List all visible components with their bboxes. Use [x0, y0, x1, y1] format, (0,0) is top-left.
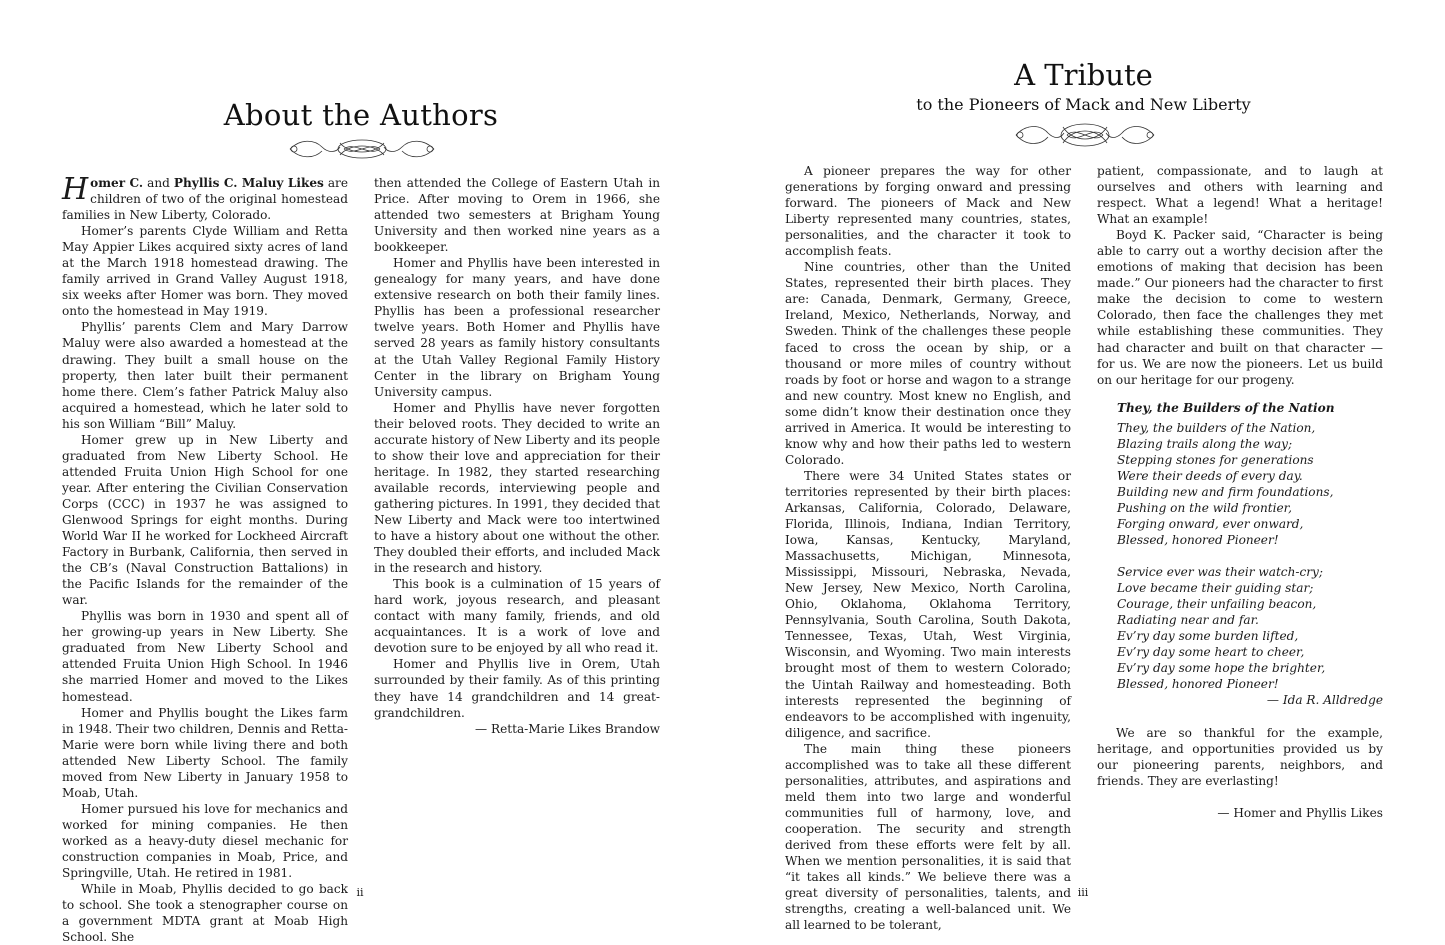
poem-line: They, the builders of the Nation, [1117, 420, 1316, 435]
poem-line: Service ever was their watch-cry; [1117, 565, 1323, 580]
paragraph: While in Moab, Phyllis decided to go back to school. She took a stenographer course on a government MDTA grant at Moab High School. She [62, 882, 348, 945]
page-title: A Tribute [1014, 58, 1153, 92]
poem-line: Were their deeds of every day. [1117, 468, 1303, 483]
poem-line: Forging onward, ever onward, [1117, 516, 1304, 531]
poem-line: Blessed, honored Pioneer! [1117, 533, 1279, 548]
paragraph: Homer and Phyllis bought the Likes farm in 1948. Their two children, Dennis and Retta-Marie were born while living there and both attended New Liberty School. The family moved from New Liberty in January 1958 to Moab, Utah. [62, 705, 348, 800]
intro-rest: are children of two of the original homestead families in New Liberty, Colorado. [62, 176, 348, 223]
signature: — Retta-Marie Likes Brandow [475, 721, 660, 736]
page-number: iii [1077, 886, 1089, 899]
poem-line: Building new and firm foundations, [1117, 484, 1334, 499]
paragraph: Phyllis’ parents Clem and Mary Darrow Maluy were also awarded a homestead at the drawing. They built a small house on the property, then later built their permanent home there. Clem’s father Patrick Maluy also acquired a homestead, which he later sold to his son William “Bill” Maluy. [62, 320, 348, 431]
author-name-homer: omer C. [90, 176, 144, 190]
poem-author: — Ida R. Alldredge [1266, 693, 1383, 708]
poem-line: Stepping stones for generations [1117, 452, 1314, 467]
paragraph: Homer pursued his love for mechanics and worked for mining companies. He then worked as a heavy-duty diesel mechanic for construction companies in Moab, Price, and Springville, Utah. He retired in 1981. [62, 801, 348, 881]
right-column-1 [785, 163, 1071, 933]
right-page [722, 0, 1445, 933]
paragraph: Homer’s parents Clyde William and Retta May Appier Likes acquired sixty acres of land at the March 1918 homestead drawing. The family arrived in Grand Valley August 1918, six weeks after Homer was born. They moved onto the homestead in May 1919. [62, 224, 348, 319]
left-page [0, 0, 722, 945]
poem-line: Love became their guiding star; [1117, 581, 1314, 596]
author-name-phyllis: Phyllis C. Maluy Likes [173, 176, 324, 190]
scroll-ornament-icon [284, 135, 440, 163]
page-title: About the Authors [223, 98, 499, 132]
spacer [1097, 789, 1383, 805]
paragraph: Nine countries, other than the United States, represented their birth places. They are: Canada, Denmark, Germany, Greece, Ireland, Mexico, Netherlands, Norway, and Sweden. Think of the challenges these people faced to cross the ocean by ship, or a thousand or more miles of country without roads by foot or horse and wagon to a strange and new country. Most knew no English, and some didn’t know their destination once they arrived in America. It would be interesting to know why and how their paths led to western Colorado. [785, 260, 1071, 467]
drop-cap: H [62, 172, 89, 207]
paragraph: Homer and Phyllis live in Orem, Utah surrounded by their family. As of this printing they have 14 grandchildren and 14 great-grandchildren. [374, 657, 660, 720]
poem-line: Ev’ry day some hope the brighter, [1117, 661, 1326, 676]
poem-line: Ev’ry day some burden lifted, [1117, 629, 1299, 644]
poem-line: Blessed, honored Pioneer! [1117, 677, 1279, 692]
poem [1117, 420, 1383, 709]
paragraph-continuation: patient, compassionate, and to laugh at ourselves and others with learning and respect. What a legend! What a heritage! What an example! [1097, 164, 1383, 227]
poem-line: Courage, their unfailing beacon, [1117, 597, 1317, 612]
paragraph: Phyllis was born in 1930 and spent all of her growing-up years in New Liberty. She graduated from New Liberty School and attended Fruita Union High School. In 1946 she married Homer and moved to the Likes homestead. [62, 609, 348, 704]
closing-paragraph: We are so thankful for the example, heritage, and opportunities provided us by our pioneering parents, neighbors, and friends. They are everlasting! [1097, 725, 1383, 788]
paragraph: Homer and Phyllis have been interested in genealogy for many years, and have done extensive research on both their family lines. Phyllis has been a professional researcher twelve years. Both Homer and Phyllis have served 28 years as family history consultants at the Utah Valley Regional Family History Center in the library on Brigham Young University campus. [374, 256, 660, 399]
paragraph-continuation: then attended the College of Eastern Utah in Price. After moving to Orem in 1966, she attended two semesters at Brigham Young University and then worked nine years as a bookkeeper. [374, 176, 660, 255]
paragraph: The main thing these pioneers accomplished was to take all these different personalities, attributes, and aspirations and meld them into two large and wonderful communities full of harmony, love, and cooperation. The security and strength derived from these efforts were felt by all. When we mention personalities, it is said that “it takes all kinds.” We believe there was a great diversity of personalities, talents, and strengths, creating a well-balanced unit. We all learned to be tolerant, [785, 741, 1071, 933]
poem-title: They, the Builders of the Nation [1117, 400, 1335, 415]
page-number: ii [356, 886, 364, 899]
left-column-1 [62, 172, 348, 945]
stanza-gap [1117, 548, 1383, 564]
scroll-ornament-icon [1010, 118, 1160, 152]
poem-line: Pushing on the wild frontier, [1117, 500, 1292, 515]
poem-line: Radiating near and far. [1117, 613, 1259, 628]
paragraph: A pioneer prepares the way for other generations by forging onward and pressing forward. The pioneers of Mack and New Liberty represented many countries, states, personalities, and the character it took to accomplish feats. [785, 164, 1071, 259]
paragraph: Homer grew up in New Liberty and graduated from New Liberty School. He attended Fruita Union High School for one year. After entering the Civilian Conservation Corps (CCC) in 1937 he was assigned to Glenwood Springs for eight months. During World War II he worked for Lockheed Aircraft Factory in Burbank, California, then served in the CB’s (Naval Construction Battalions) in the Pacific Islands for the remainder of the war. [62, 432, 348, 608]
intro-and: and [143, 176, 174, 190]
paragraph: There were 34 United States states or territories represented by their birth places: Arkansas, California, Colorado, Delaware, Florida, Illinois, Indiana, Indian Territory, Iowa, Kansas, Kentucky, Maryland, Massachusetts, Michigan, Minnesota, Mississippi, Missouri, Nebraska, Nevada, New Jersey, New Mexico, North Carolina, Ohio, Oklahoma, Oklahoma Territory, Pennsylvania, South Carolina, South Dakota, Tennessee, Texas, Utah, West Virginia, Wisconsin, and Wyoming. Two main interests brought most of them to western Colorado; the Uintah Railway and homesteading. Both interests represented the beginning of endeavors to be accomplished with ingenuity, diligence, and sacrifice. [785, 468, 1071, 740]
signature: — Homer and Phyllis Likes [1217, 805, 1383, 820]
intro-paragraph [62, 172, 348, 223]
spacer [1097, 709, 1383, 725]
right-column-2 [1097, 163, 1383, 821]
paragraph: Boyd K. Packer said, “Character is being able to carry out a worthy decision after the emotions of making that decision has been made.” Our pioneers had the character to first make the decision to come to western Colorado, then face the challenges they met while establishing these communities. They had character and built on that character — for us. We are now the pioneers. Let us build on our heritage for our progeny. [1097, 228, 1383, 387]
poem-line: Blazing trails along the way; [1117, 436, 1293, 451]
paragraph: This book is a culmination of 15 years of hard work, joyous research, and pleasant contact with many family, friends, and old acquaintances. It is a work of love and devotion sure to be enjoyed by all who read it. [374, 577, 660, 656]
page-subtitle: to the Pioneers of Mack and New Liberty [916, 95, 1251, 114]
left-column-2 [374, 175, 660, 737]
paragraph: Homer and Phyllis have never forgotten their beloved roots. They decided to write an accurate history of New Liberty and its people to show their love and appreciation for their heritage. In 1982, they started researching available records, interviewing people and gathering pictures. In 1991, they decided that New Liberty and Mack were too intertwined to have a history about one without the other. They doubled their efforts, and included Mack in the research and history. [374, 400, 660, 576]
poem-line: Ev’ry day some heart to cheer, [1117, 645, 1305, 660]
